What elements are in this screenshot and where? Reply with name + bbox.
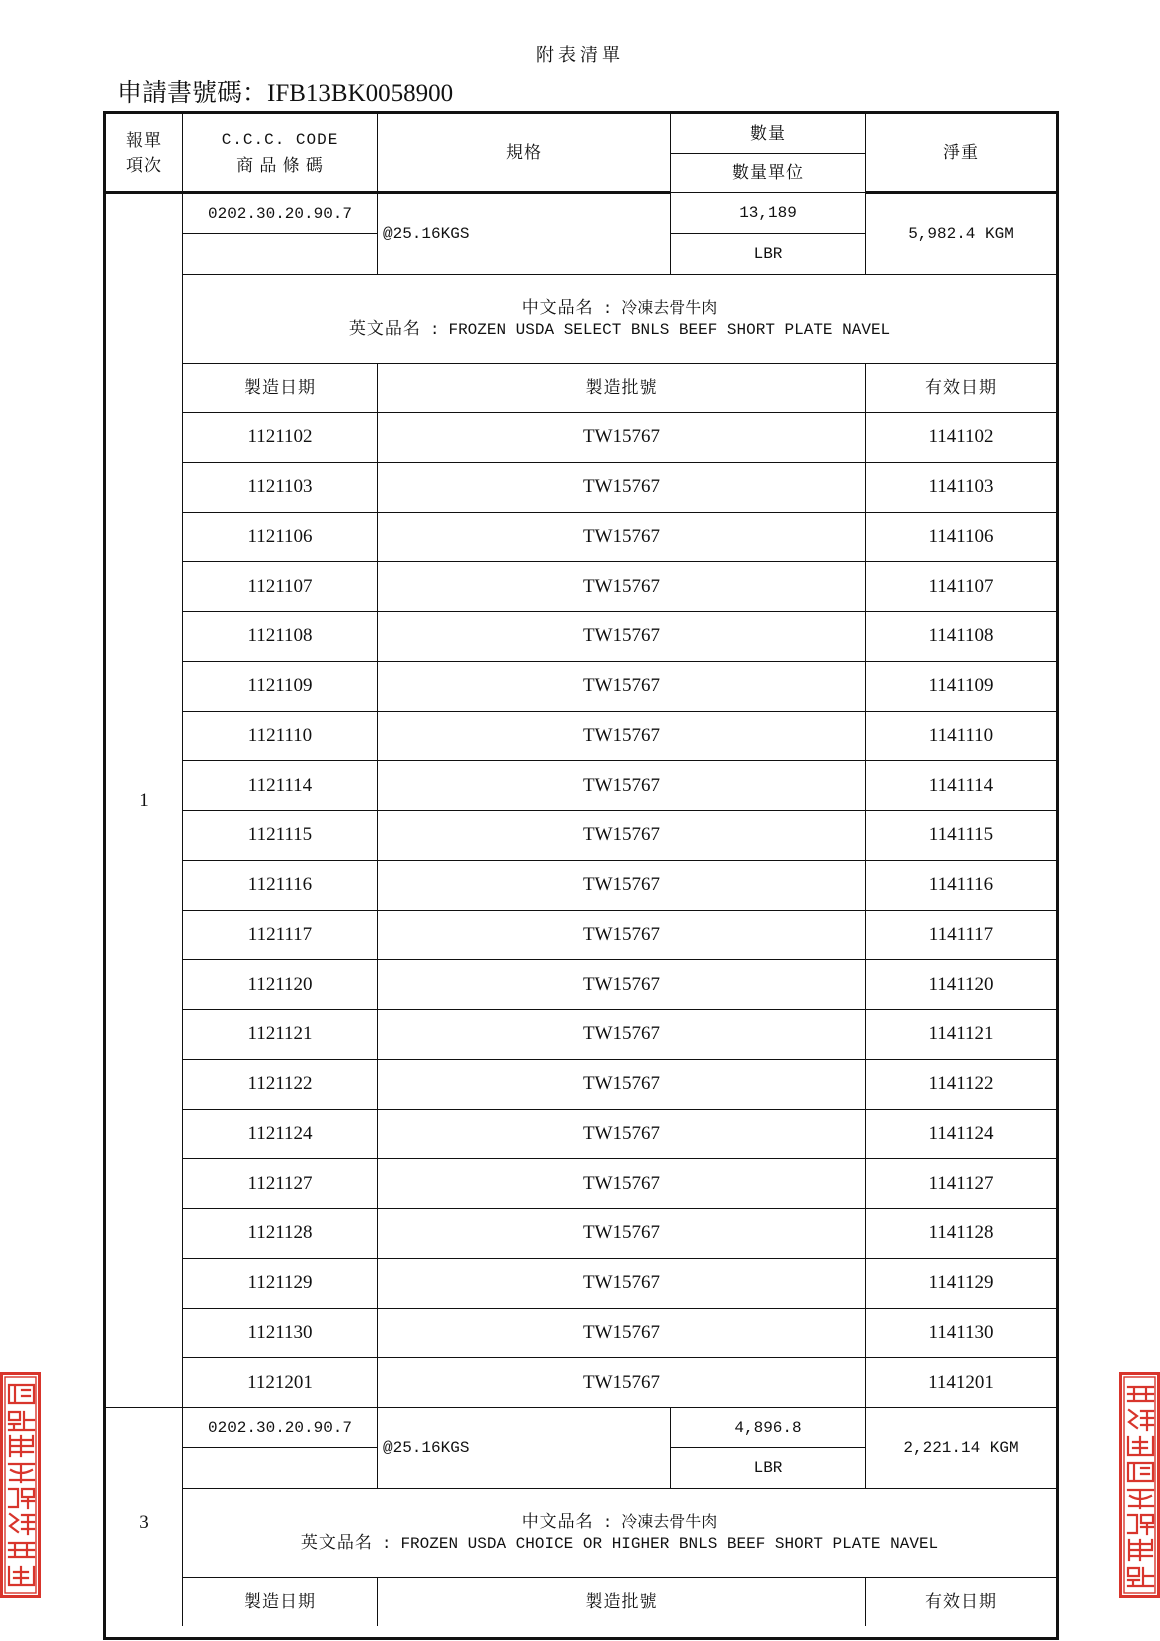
header-ccc-code-line-2: 商 品 條 碼 [236,155,324,175]
lot-row [105,1159,1058,1209]
quantity-unit: LBR [671,1448,866,1489]
lot-mfg-date: 1121106 [183,512,378,562]
header-ccc-code [183,113,378,193]
lot-row [105,960,1058,1010]
header-quantity-unit: 數量單位 [671,154,866,193]
lot-mfg-date: 1121128 [183,1209,378,1259]
seal-stamp-left [0,1372,42,1598]
lot-number: TW15767 [378,661,866,711]
lot-row [105,1358,1058,1408]
name-separator: : [381,1535,392,1553]
lot-expiry-date: 1141201 [866,1358,1058,1408]
lot-number: TW15767 [378,910,866,960]
application-number-value: IFB13BK0058900 [267,80,454,107]
lot-mfg-date: 1121130 [183,1308,378,1358]
lot-number: TW15767 [378,1159,866,1209]
name-separator: : [429,321,440,339]
name-separator: : [602,300,613,318]
name-label: 中文品名 [521,298,594,317]
lot-number: TW15767 [378,562,866,612]
header-item-no [105,113,183,193]
lot-header-lot-no: 製造批號 [378,364,866,413]
lot-expiry-date: 1141124 [866,1109,1058,1159]
lot-mfg-date: 1121201 [183,1358,378,1408]
lot-header-expiry-date: 有效日期 [866,1578,1058,1627]
declaration-attachment-table [103,111,1059,1640]
lot-expiry-date: 1141108 [866,612,1058,662]
lot-expiry-date: 1141122 [866,1059,1058,1109]
product-names [183,1489,1058,1578]
lot-row [105,1209,1058,1259]
lot-mfg-date: 1121114 [183,761,378,811]
table-body [105,193,1058,1639]
lot-mfg-date: 1121120 [183,960,378,1010]
lot-mfg-date: 1121127 [183,1159,378,1209]
lot-header-mfg-date: 製造日期 [183,1578,378,1627]
name-value: 冷凍去骨牛肉 [621,300,718,318]
lot-number: TW15767 [378,1109,866,1159]
lot-expiry-date: 1141106 [866,512,1058,562]
lot-header-mfg-date: 製造日期 [183,364,378,413]
lot-row [105,761,1058,811]
name-value: FROZEN USDA SELECT BNLS BEEF SHORT PLATE NAVEL [448,321,891,339]
table-header [105,113,1058,193]
lot-number: TW15767 [378,761,866,811]
quantity-unit: LBR [671,234,866,275]
lot-row [105,612,1058,662]
item-number: 1 [105,193,183,1408]
lot-number: TW15767 [378,1010,866,1060]
lot-number: TW15767 [378,811,866,861]
spec: @25.16KGS [378,193,671,275]
lot-expiry-date: 1141128 [866,1209,1058,1259]
lot-mfg-date: 1121124 [183,1109,378,1159]
english-name-line [183,1533,1056,1554]
lot-row [105,1010,1058,1060]
lot-mfg-date: 1121122 [183,1059,378,1109]
header-net-weight: 淨重 [866,113,1058,193]
lot-number: TW15767 [378,711,866,761]
english-name-line [183,319,1056,340]
lot-mfg-date: 1121129 [183,1258,378,1308]
lot-row [105,910,1058,960]
lot-mfg-date: 1121117 [183,910,378,960]
lot-number: TW15767 [378,612,866,662]
lot-expiry-date: 1141129 [866,1258,1058,1308]
lot-row [105,512,1058,562]
lot-expiry-date: 1141130 [866,1308,1058,1358]
table-continuation-row [105,1626,1058,1639]
lot-number: TW15767 [378,1258,866,1308]
item-row-codes [105,193,1058,234]
lot-row [105,1308,1058,1358]
name-value: FROZEN USDA CHOICE OR HIGHER BNLS BEEF SHORT PLATE NAVEL [400,1535,939,1553]
lot-row [105,811,1058,861]
lot-row [105,562,1058,612]
lot-number: TW15767 [378,413,866,463]
lot-expiry-date: 1141116 [866,860,1058,910]
lot-header-expiry-date: 有效日期 [866,364,1058,413]
lot-row [105,661,1058,711]
quantity: 13,189 [671,193,866,234]
product-names [183,275,1058,364]
lot-header-row [105,364,1058,413]
item-row-names [105,275,1058,364]
lot-header-lot-no: 製造批號 [378,1578,866,1627]
lot-header-row [105,1578,1058,1627]
lot-number: TW15767 [378,1358,866,1408]
lot-mfg-date: 1121110 [183,711,378,761]
lot-number: TW15767 [378,1308,866,1358]
lot-expiry-date: 1141114 [866,761,1058,811]
lot-mfg-date: 1121109 [183,661,378,711]
ccc-code-secondary [183,234,378,275]
ccc-code: 0202.30.20.90.7 [183,1408,378,1448]
lot-number: TW15767 [378,512,866,562]
lot-row [105,413,1058,463]
lot-expiry-date: 1141121 [866,1010,1058,1060]
lot-expiry-date: 1141102 [866,413,1058,463]
spec: @25.16KGS [378,1408,671,1489]
lot-number: TW15767 [378,860,866,910]
lot-expiry-date: 1141115 [866,811,1058,861]
lot-expiry-date: 1141103 [866,462,1058,512]
lot-number: TW15767 [378,462,866,512]
seal-left-artwork [2,1374,40,1597]
application-number-line [117,78,453,110]
lot-number: TW15767 [378,1059,866,1109]
net-weight: 2,221.14 KGM [866,1408,1058,1489]
header-quantity: 數量 [671,113,866,154]
lot-mfg-date: 1121107 [183,562,378,612]
lot-mfg-date: 1121121 [183,1010,378,1060]
lot-expiry-date: 1141127 [866,1159,1058,1209]
header-spec: 規格 [378,113,671,193]
lot-mfg-date: 1121102 [183,413,378,463]
seal-stamp-right [1118,1372,1160,1598]
lot-mfg-date: 1121108 [183,612,378,662]
item-row-names [105,1489,1058,1578]
lot-mfg-date: 1121103 [183,462,378,512]
application-number-label: 申請書號碼： [117,80,268,107]
lot-mfg-date: 1121116 [183,860,378,910]
header-ccc-code-line-1: C.C.C. CODE [221,130,339,149]
header-item-no-line-2: 項次 [126,155,162,175]
net-weight: 5,982.4 KGM [866,193,1058,275]
name-label: 英文品名 [348,319,421,338]
item-number: 3 [105,1408,183,1639]
seal-right-artwork [1121,1374,1159,1597]
quantity: 4,896.8 [671,1408,866,1448]
lot-row [105,1258,1058,1308]
name-label: 中文品名 [521,1512,594,1531]
lot-expiry-date: 1141117 [866,910,1058,960]
lot-number: TW15767 [378,960,866,1010]
lot-row [105,711,1058,761]
chinese-name-line [183,1512,1056,1533]
lot-row [105,1059,1058,1109]
name-separator: : [602,1514,613,1532]
lot-row [105,462,1058,512]
lot-mfg-date: 1121115 [183,811,378,861]
chinese-name-line [183,298,1056,319]
table-continuation-gap [183,1626,1058,1639]
header-item-no-line-1: 報單 [126,130,162,150]
lot-expiry-date: 1141110 [866,711,1058,761]
lot-expiry-date: 1141107 [866,562,1058,612]
ccc-code-secondary [183,1448,378,1489]
ccc-code: 0202.30.20.90.7 [183,193,378,234]
lot-number: TW15767 [378,1209,866,1259]
lot-expiry-date: 1141120 [866,960,1058,1010]
item-row-codes [105,1408,1058,1448]
document-title: 附表清單 [536,45,624,65]
table-header-row-1 [105,113,1058,154]
lot-row [105,860,1058,910]
name-label: 英文品名 [300,1533,373,1552]
name-value: 冷凍去骨牛肉 [621,1514,718,1532]
lot-row [105,1109,1058,1159]
lot-expiry-date: 1141109 [866,661,1058,711]
